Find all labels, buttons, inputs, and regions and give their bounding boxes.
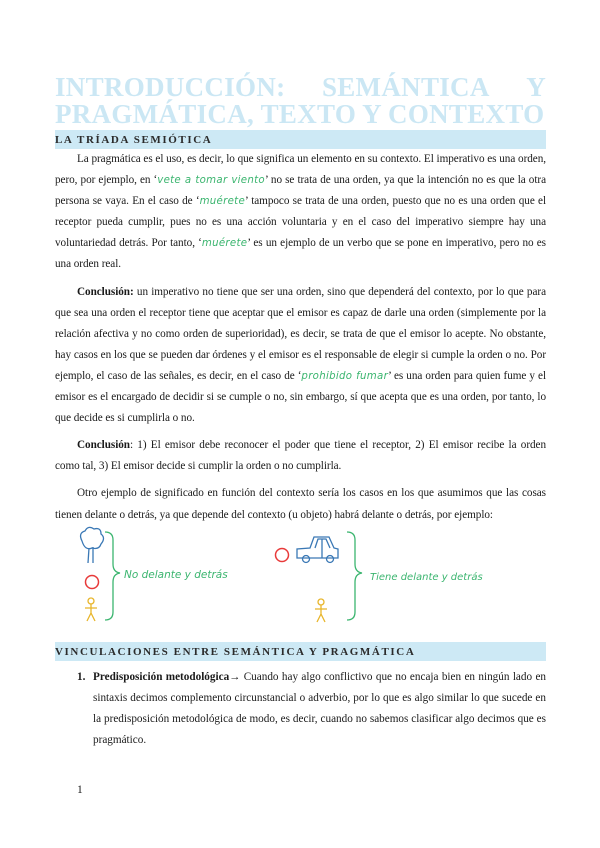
list-item <box>55 667 546 751</box>
handwritten-example: vete a tomar viento <box>157 175 265 187</box>
title-word: INTRODUCCIÓN: <box>55 72 286 102</box>
brace-icon <box>347 532 362 620</box>
stick-figure-icon <box>315 599 327 622</box>
list-item-label: Predisposición metodológica <box>93 670 230 683</box>
figure-label-left: No delante y detrás <box>124 568 228 581</box>
section-heading-triada: LA TRÍADA SEMIÓTICA <box>55 130 546 149</box>
list-item-text: Cuando hay algo conflictivo que no encaja bien en ningún lado en sintaxis decimos complemento circunstancial o adverbio, por lo que es algo similar lo que sucede en la predisposición metodológica de modo, es decir, cuando no sabemos clasificar algo decimos que es pragmático. <box>93 670 547 746</box>
paragraph-conclusion-2 <box>55 435 546 477</box>
title-word: Y <box>526 72 546 102</box>
stick-figure-icon <box>85 598 97 621</box>
red-circle-icon <box>276 548 289 561</box>
paragraph-pragmatica <box>55 149 546 276</box>
section-heading-vinculaciones: VINCULACIONES ENTRE SEMÁNTICA Y PRAGMÁTICA <box>55 642 546 661</box>
text-run: ’ tampoco se trata de una orden, puesto que no es una orden que el receptor pueda cumplir, pues no es una acción voluntaria y en el caso del imperativo siempre hay una voluntariedad detrás. Por tanto, ‘ <box>55 195 547 250</box>
paragraph-contexto: Otro ejemplo de significado en función del contexto sería los casos en los que asumimos que las cosas tienen delante o detrás, ya que depende del contexto (u objeto) habrá delante o detrás, por ejemplo: <box>55 487 546 521</box>
red-circle-icon <box>86 575 99 588</box>
figure-label-right: Tiene delante y detrás <box>370 571 483 583</box>
text-run: : 1) El emisor debe reconocer el poder que tiene el receptor, 2) El emisor recibe la orden como tal, 3) El emisor decide si cumplir la orden o no cumplirla. <box>55 439 546 473</box>
title-line-1 <box>55 74 546 101</box>
page-number: 1 <box>77 784 83 796</box>
handwritten-example: muérete <box>201 238 248 250</box>
brace-icon <box>105 532 120 620</box>
list-number: 1. <box>77 670 86 683</box>
title-word: SEMÁNTICA <box>321 72 490 102</box>
text-run: ’ no se trata de una orden, ya que la intención no es que la otra persona se vaya. En el caso de ‘ <box>55 174 546 208</box>
tree-icon <box>81 527 104 563</box>
text-run: ’ es una orden para quien fume y el emisor es el encargado de decidir si se cumple o no, sin embargo, sí que acepta que es una orden, por tanto, lo que decide es si cumplirla o no. <box>55 369 546 425</box>
text-run: La pragmática es el uso, es decir, lo que significa un elemento en su contexto. El imperativo es una orden, pero, por ejemplo, en ‘ <box>55 153 546 187</box>
numbered-list <box>55 667 546 751</box>
conclusion-label: Conclusión: <box>77 285 134 298</box>
page-title <box>55 74 546 128</box>
paragraph-conclusion-1 <box>55 282 546 430</box>
conclusion-label: Conclusión <box>77 439 130 452</box>
car-icon <box>297 537 338 563</box>
handwritten-example: prohibido fumar <box>301 370 389 382</box>
page-content <box>55 74 546 751</box>
text-run: un imperativo no tiene que ser una orden, sino que dependerá del contexto, por lo que para que sea una orden el receptor tiene que aceptar que el emisor es capaz de darle una orden (simplemente por la relación afectiva y no como orden de superioridad), es decir, se trata de que el emisor lo acepte. No obstante, hay casos en los que se pueden dar órdenes y el emisor es el responsable de elegir si cumple la orden o no. Por ejemplo, el caso de las señales, es decir, en el caso de ‘ <box>55 285 546 382</box>
text-run: ’ es un ejemplo de un verbo que se pone en imperativo, pero no es una orden real. <box>55 237 546 271</box>
title-line-2: PRAGMÁTICA, TEXTO Y CONTEXTO <box>55 99 545 129</box>
handwritten-example: muérete <box>199 196 246 208</box>
handdrawn-figure <box>55 526 546 638</box>
figure-drawing <box>0 526 600 638</box>
arrow-icon: → <box>229 670 241 683</box>
